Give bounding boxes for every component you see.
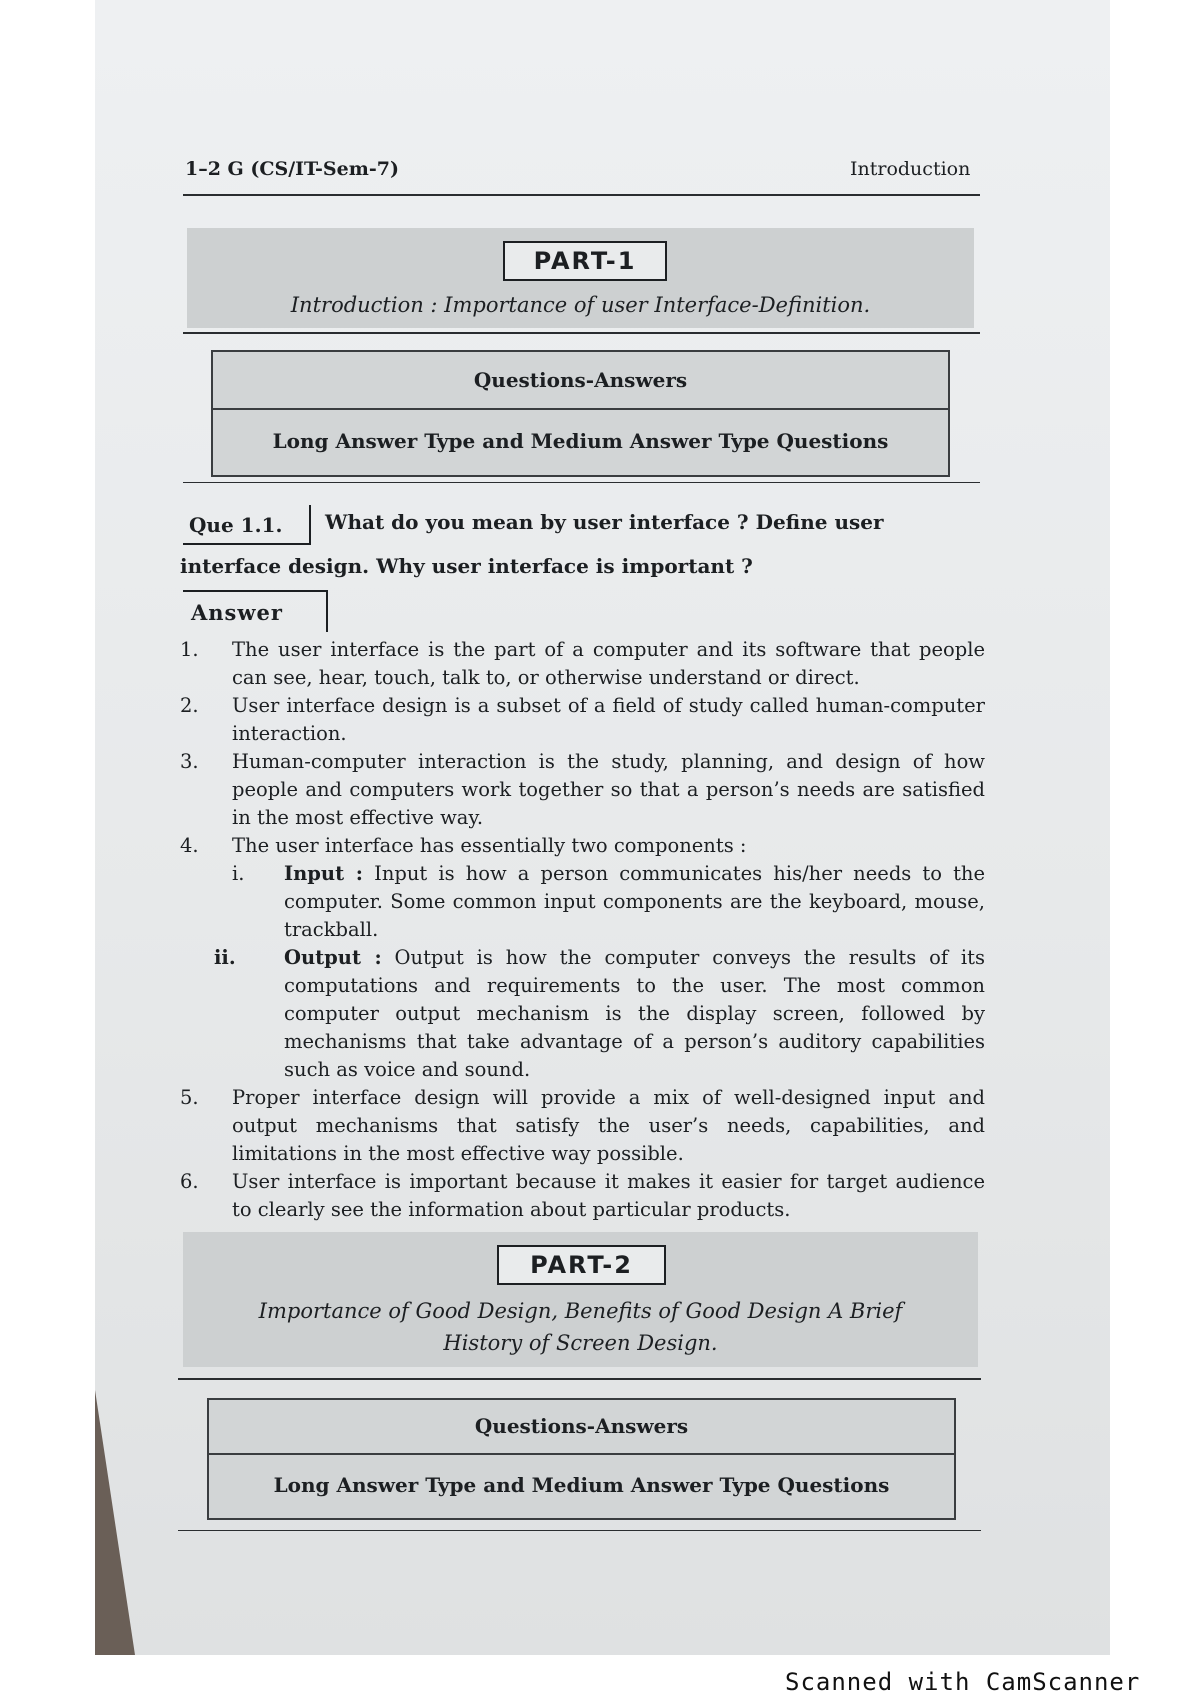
qa1-rule (183, 482, 980, 483)
part1-subtitle: Introduction : Importance of user Interface-Definition. (290, 293, 871, 317)
question-label: Que 1.1. (183, 505, 311, 545)
page-fold-shadow (95, 1390, 135, 1655)
qa2-subtitle: Long Answer Type and Medium Answer Type Questions (273, 1473, 890, 1497)
list-item: 1. The user interface is the part of a computer and its software that people can see, hear, touch, talk to, or otherwise understand or direct. (180, 638, 985, 689)
list-item: 3. Human-computer interaction is the study, planning, and design of how people and computers work together so that a person’s needs are satisfied in the most effective way. (180, 750, 985, 829)
question-line2: interface design. Why user interface is important ? (180, 554, 753, 578)
list-item: 4. The user interface has essentially two components : i. Input : Input is how a person communicates his/her needs to the computer. Some common input components are the keyboard, mouse, trackball. ii. Output : Output is how the computer conveys the results of its computations and requirements to the user. The most common computer output mechanism is the display screen, followed by mechanisms that take advantage of a person’s auditory capabilities such as voice and sound. (180, 832, 985, 1084)
answer-list (180, 636, 985, 1224)
qa2-box (207, 1398, 956, 1520)
part2-subtitle-line1: Importance of Good Design, Benefits of Good Design A Brief (258, 1299, 903, 1323)
list-item: 5. Proper interface design will provide a mix of well-designed input and output mechanisms that satisfy the user’s needs, capabilities, and limitations in the most effective way possible. (180, 1086, 985, 1165)
part2-label: PART-2 (497, 1245, 666, 1285)
running-header-left: 1–2 G (CS/IT-Sem-7) (185, 158, 399, 180)
part2-subtitle (183, 1295, 978, 1359)
component-item-output: ii. Output : Output is how the computer conveys the results of its computations and requirements to the user. The most common computer output mechanism is the display screen, followed by mechanisms that take advantage of a person’s auditory capabilities such as voice and sound. (214, 946, 985, 1081)
part2-subtitle-line2: History of Screen Design. (443, 1331, 718, 1355)
question-line1: What do you mean by user interface ? Define user (325, 510, 884, 534)
qa1-title: Questions-Answers (213, 352, 948, 410)
qa2-rule (178, 1530, 981, 1531)
list-item: 6. User interface is important because it makes it easier for target audience to clearly see the information about particular products. (180, 1170, 985, 1221)
camscanner-watermark: Scanned with CamScanner (785, 1668, 1141, 1696)
qa1-subtitle: Long Answer Type and Medium Answer Type Questions (272, 429, 889, 453)
part2-rule (178, 1378, 981, 1380)
qa2-title: Questions-Answers (209, 1400, 954, 1455)
component-item-input: i. Input : Input is how a person communicates his/her needs to the computer. Some common input components are the keyboard, mouse, trackball. (232, 862, 986, 941)
list-item: 2. User interface design is a subset of a field of study called human-computer interaction. (180, 694, 985, 745)
part1-label: PART-1 (503, 241, 667, 281)
header-rule (183, 194, 980, 196)
question-text (180, 500, 980, 588)
running-header-right: Introduction (850, 158, 971, 180)
qa1-box (211, 350, 950, 477)
answer-label: Answer (183, 590, 328, 632)
part1-rule (183, 332, 980, 334)
